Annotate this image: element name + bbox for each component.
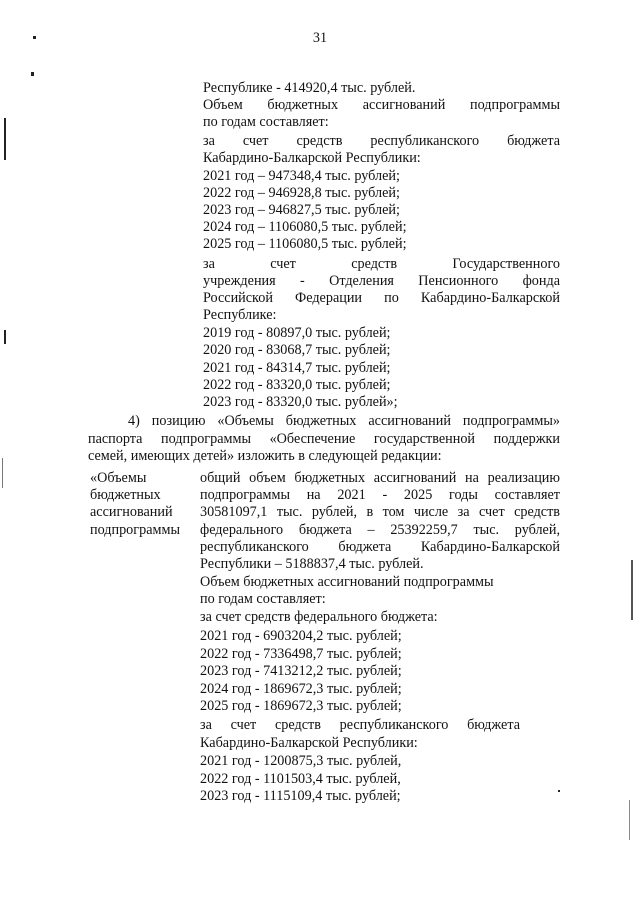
page-number: 31	[312, 30, 328, 46]
text-line: бюджетных	[90, 487, 161, 503]
text-line: Российской Федерации по Кабардино-Балкарской	[203, 290, 560, 306]
scan-mark	[4, 330, 6, 344]
text-line: за счет средств федерального бюджета:	[200, 609, 438, 625]
text-line: 2022 год - 83320,0 тыс. рублей;	[203, 377, 391, 393]
text-line: 30581097,1 тыс. рублей, в том числе за счет средств	[200, 504, 560, 520]
text-line: по годам составляет:	[203, 114, 329, 130]
text-line: 2025 год - 1869672,3 тыс. рублей;	[200, 698, 402, 714]
text-line: за счет средств республиканского бюджета	[203, 133, 560, 149]
scan-mark	[33, 36, 36, 39]
text-line: Республики – 5188837,4 тыс. рублей.	[200, 556, 424, 572]
text-line: 2022 год - 1101503,4 тыс. рублей,	[200, 771, 401, 787]
scan-mark	[629, 800, 630, 840]
text-line: подпрограммы на 2021 - 2025 годы составляет	[200, 487, 560, 503]
text-line: «Объемы	[90, 470, 147, 486]
text-line: 2025 год – 1106080,5 тыс. рублей;	[203, 236, 407, 252]
scan-mark	[558, 790, 560, 792]
text-line: Кабардино-Балкарской Республики:	[200, 735, 418, 751]
text-line: Республике - 414920,4 тыс. рублей.	[203, 80, 416, 96]
text-line: Объем бюджетных ассигнований подпрограммы	[203, 97, 560, 113]
text-line: Республике:	[203, 307, 277, 323]
text-line: 2019 год - 80897,0 тыс. рублей;	[203, 325, 391, 341]
text-line: 2021 год - 6903204,2 тыс. рублей;	[200, 628, 402, 644]
text-line: 2022 год – 946928,8 тыс. рублей;	[203, 185, 400, 201]
text-line: 2022 год - 7336498,7 тыс. рублей;	[200, 646, 402, 662]
text-line: 2023 год - 7413212,2 тыс. рублей;	[200, 663, 402, 679]
text-line: 2021 год - 84314,7 тыс. рублей;	[203, 360, 391, 376]
scan-mark	[4, 118, 6, 160]
text-line: паспорта подпрограммы «Обеспечение государственной поддержки	[88, 431, 560, 447]
text-line: за счет средств Государственного	[203, 256, 560, 272]
text-line: семей, имеющих детей» изложить в следующей редакции:	[88, 448, 442, 464]
scan-mark	[31, 72, 34, 76]
text-line: республиканского бюджета Кабардино-Балкарской	[200, 539, 560, 555]
text-line: 2023 год – 946827,5 тыс. рублей;	[203, 202, 400, 218]
text-line: за счет средств республиканского бюджета	[200, 717, 520, 733]
text-line: подпрограммы	[90, 522, 180, 538]
text-line: 2024 год - 1869672,3 тыс. рублей;	[200, 681, 402, 697]
text-line: 2021 год – 947348,4 тыс. рублей;	[203, 168, 400, 184]
text-line: ассигнований	[90, 504, 173, 520]
scan-mark	[2, 458, 3, 488]
text-line: общий объем бюджетных ассигнований на реализацию	[200, 470, 560, 486]
text-line: Объем бюджетных ассигнований подпрограммы	[200, 574, 494, 590]
text-line: 2020 год - 83068,7 тыс. рублей;	[203, 342, 391, 358]
text-line: по годам составляет:	[200, 591, 326, 607]
text-line: 2023 год - 83320,0 тыс. рублей»;	[203, 394, 398, 410]
scan-mark	[631, 560, 633, 620]
text-line: 2023 год - 1115109,4 тыс. рублей;	[200, 788, 401, 804]
text-line: 4) позицию «Объемы бюджетных ассигнований подпрограммы»	[128, 413, 560, 429]
text-line: 2024 год – 1106080,5 тыс. рублей;	[203, 219, 407, 235]
text-line: 2021 год - 1200875,3 тыс. рублей,	[200, 753, 402, 769]
text-line: федерального бюджета – 25392259,7 тыс. рублей,	[200, 522, 560, 538]
text-line: учреждения - Отделения Пенсионного фонда	[203, 273, 560, 289]
text-line: Кабардино-Балкарской Республики:	[203, 150, 421, 166]
